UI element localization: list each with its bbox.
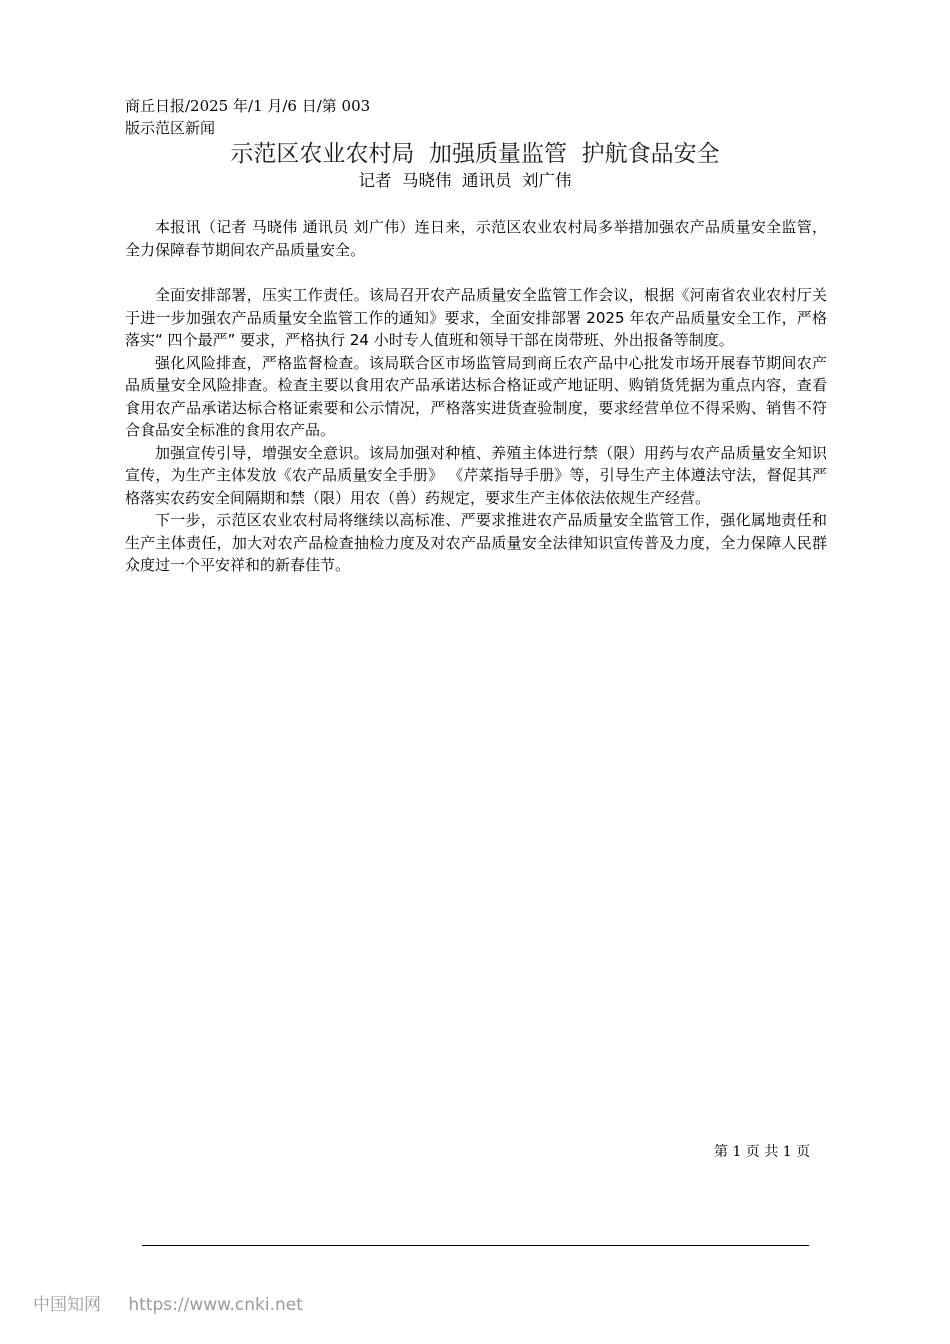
page-number: 第 1 页 共 1 页 [714, 1144, 811, 1160]
footer-divider [142, 1245, 809, 1246]
article-source [125, 95, 370, 139]
article-title: 示范区农业农村局 加强质量监管 护航食品安全 [230, 141, 720, 167]
article-body [125, 216, 827, 577]
article-paragraph: 本报讯（记者 马晓伟 通讯员 刘广伟）连日来，示范区农业农村局多举措加强农产品质量安全监管，全力保障春节期间农产品质量安全。 [125, 218, 827, 259]
source-line: 商丘日报/2025 年/1 月/6 日/第 003 [125, 97, 371, 115]
article-paragraph: 强化风险排查，严格监督检查。该局联合区市场监管局到商丘农产品中心批发市场开展春节期间农产品质量安全风险排查。检查主要以食用农产品承诺达标合格证或产地证明、购销货凭据为重点内容，查看食用农产品承诺达标合格证索要和公示情况，严格落实进货查验制度，要求经营单位不得采购、销售不符合食品安全标准的食用农产品。 [125, 353, 827, 439]
article-paragraph: 加强宣传引导，增强安全意识。该局加强对种植、养殖主体进行禁（限）用药与农产品质量安全知识宣传，为生产主体发放《农产品质量安全手册》 《芹菜指导手册》等，引导生产主体遵法守法，督促其严格落实农药安全间隔期和禁（限）用农（兽）药规定，要求生产主体依法依规生产经营。 [125, 443, 827, 507]
article-paragraph: 下一步，示范区农业农村局将继续以高标准、严要求推进农产品质量安全监管工作，强化属地责任和生产主体责任，加大对农产品检查抽检力度及对农产品质量安全法律知识宣传普及力度，全力保障人民群众度过一个平安祥和的新春佳节。 [125, 511, 827, 574]
watermark-footer [33, 1294, 303, 1316]
cnki-brand: 中国知网 [33, 1295, 101, 1315]
cnki-url[interactable]: https://www.cnki.net [128, 1295, 303, 1315]
section-line: 版示范区新闻 [125, 119, 216, 137]
article-paragraph: 全面安排部署，压实工作责任。该局召开农产品质量安全监管工作会议，根据《河南省农业农村厅关于进一步加强农产品质量安全监管工作的通知》要求，全面安排部署 2025 年农产品质量安全工作，严格落实“ 四个最严” 要求，严格执行 24 小时专人值班和领导干部在岗带班、外出报备等制度。 [125, 286, 827, 349]
article-byline: 记者 马晓伟 通讯员 刘广伟 [358, 171, 572, 190]
